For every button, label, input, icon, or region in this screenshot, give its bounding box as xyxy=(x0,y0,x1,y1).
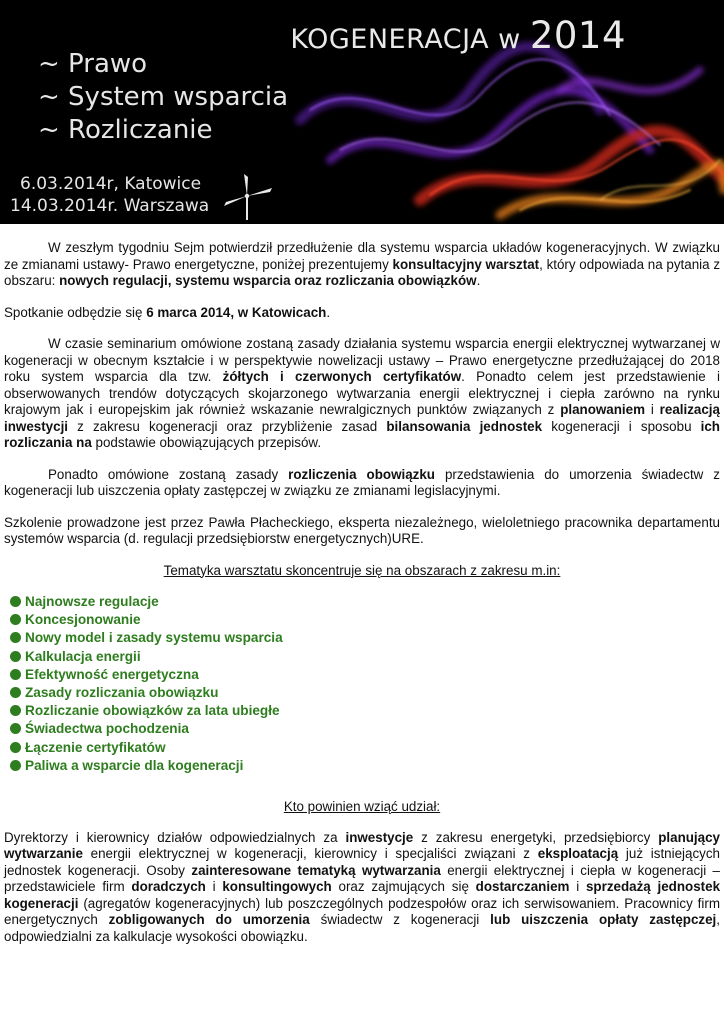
audience-bold: sprzedażą jednostek kogeneracji xyxy=(4,879,721,911)
banner-date-warszawa: 14.03.2014r. Warszawa xyxy=(10,196,210,216)
list-item-label: Najnowsze regulacje xyxy=(25,594,159,609)
audience-bold: lub uiszczenia opłaty zastępczej xyxy=(490,912,717,928)
bullet-icon xyxy=(10,760,21,771)
seminar-text: kogeneracji i sposobu xyxy=(542,418,701,434)
intro-bold: nowych regulacji, systemu wsparcia oraz rozliczania obowiązków xyxy=(59,273,477,288)
seminar-paragraph xyxy=(4,336,720,452)
list-item-label: Zasady rozliczania obowiązku xyxy=(25,685,219,701)
list-item-label: Kalkulacja energii xyxy=(25,648,141,664)
settlement-paragraph xyxy=(4,467,720,500)
trainer-paragraph: Szkolenie prowadzone jest przez Pawła Płacheckiego, eksperta niezależnego, wieloletniego pracownika departamentu systemów wsparcia (d. regulacji przedsiębiorstw energetycznych)URE. xyxy=(4,514,720,546)
list-item-label: Paliwa a wsparcie dla kogeneracji xyxy=(25,757,244,773)
audience-text: oraz zajmujących się xyxy=(331,879,476,895)
audience-text: już istniejących jednostek kogeneracji. Osoby xyxy=(4,846,720,878)
bullet-icon xyxy=(10,742,21,753)
list-item xyxy=(10,702,720,720)
intro-bold: konsultacyjny warsztat xyxy=(392,256,540,272)
list-item xyxy=(10,611,720,629)
audience-bold: inwestycje xyxy=(345,829,414,845)
bullet-icon xyxy=(10,614,21,625)
list-item xyxy=(10,684,720,702)
audience-text: energii elektrycznej w kogeneracji, kierownicy i specjaliści związani z xyxy=(82,846,538,862)
list-item xyxy=(10,593,720,611)
seminar-text: z zakresu kogeneracji oraz przybliżenie zasad xyxy=(68,418,387,434)
list-item-label: Świadectwa pochodzenia xyxy=(25,721,189,737)
audience-bold: dostarczaniem xyxy=(475,879,570,895)
bullet-icon xyxy=(10,723,21,734)
seminar-text: W czasie seminarium omówione zostaną zasady działania systemu wsparcia energii elektrycznej wytwarzanej w kogeneracji w obecnym kształcie i w perspektywie nowelizacji ustawy – Prawo energetyczne przedłużającej do 2018 roku system wsparcia dla tzw. xyxy=(4,336,720,384)
list-item-label: Koncesjonowanie xyxy=(25,612,141,628)
list-item-label: Rozliczanie obowiązków za lata ubiegłe xyxy=(25,703,280,719)
seminar-text: i xyxy=(645,402,660,417)
seminar-bold: planowaniem xyxy=(560,402,646,417)
settlement-text: przedstawienia do umorzenia świadectw z kogeneracji lub uiszczenia opłaty zastępczej w związku ze zmianami legislacyjnymi. xyxy=(4,466,720,498)
seminar-bold: bilansowania jednostek xyxy=(386,418,543,434)
banner-dates xyxy=(10,173,209,217)
list-item xyxy=(10,757,720,775)
list-item xyxy=(10,648,720,666)
list-item xyxy=(10,720,720,738)
intro-text: W zeszłym tygodniu Sejm potwierdził przedłużenie dla systemu wsparcia układów kogeneracyjnych. W związku ze zmianami ustawy- Prawo energetyczne, poniżej prezentujemy xyxy=(4,240,720,272)
audience-heading: Kto powinien wziąć udział: xyxy=(283,799,441,815)
bullet-icon xyxy=(10,632,21,643)
banner-date-katowice: 6.03.2014r, Katowice xyxy=(20,174,202,194)
audience-text: , odpowiedzialni za kalkulacje wysokości obowiązku. xyxy=(4,912,721,944)
bullet-icon xyxy=(10,596,21,607)
audience-bold: eksploatacją xyxy=(537,846,619,862)
intro-text: , który odpowiada na pytania z obszaru: xyxy=(4,256,721,288)
audience-text: energii elektrycznej i ciepła w kogeneracji – przedstawiciele firm xyxy=(4,862,720,895)
list-item xyxy=(10,666,720,684)
banner-topics xyxy=(38,48,288,147)
settlement-text: Ponadto omówione zostaną zasady xyxy=(48,466,289,482)
seminar-text: . Ponadto celem jest przedstawienie i obserwowanych trendów dotyczących skojarzonego wytwarzania energii elektrycznej i ciepła zarówno na rynku krajowym jak i europejskim jak również wskazanie newralgicznych punktów związanych z xyxy=(4,369,720,417)
audience-text: i xyxy=(569,879,586,895)
meeting-date: 6 marca 2014, w Katowicach xyxy=(146,304,327,320)
banner-topic: ~ Rozliczanie xyxy=(38,115,213,145)
meeting-text: . xyxy=(326,304,331,320)
audience-bold: zainteresowane tematyką wytwarzania xyxy=(191,862,441,878)
list-item xyxy=(10,739,720,757)
wind-turbine-icon xyxy=(220,174,274,220)
banner-topic: ~ Prawo xyxy=(38,49,148,79)
bullet-icon xyxy=(10,687,21,698)
audience-bold: planujący wytwarzanie xyxy=(4,829,720,862)
audience-text: z zakresu energetyki, przedsiębiorcy xyxy=(413,829,659,845)
seminar-text: podstawie obowiązujących przepisów. xyxy=(91,435,322,450)
topics-heading: Tematyka warsztatu skoncentruje się na obszarach z zakresu m.in: xyxy=(163,562,561,578)
topics-list xyxy=(4,593,720,775)
bullet-icon xyxy=(10,705,21,716)
intro-text: . xyxy=(476,273,481,288)
intro-paragraph xyxy=(4,240,720,290)
audience-paragraph xyxy=(4,830,720,946)
document-body xyxy=(4,240,720,960)
seminar-bold: ich rozliczania na xyxy=(4,418,720,450)
bullet-icon xyxy=(10,669,21,680)
bullet-icon xyxy=(10,651,21,662)
settlement-bold: rozliczenia obowiązku xyxy=(288,466,435,482)
seminar-bold: żółtych i czerwonych certyfikatów xyxy=(222,369,462,384)
event-banner xyxy=(0,0,724,224)
audience-text: Dyrektorzy i kierownicy działów odpowiedzialnych za xyxy=(4,829,346,845)
banner-title-main: KOGENERACJA w xyxy=(290,24,530,55)
list-item-label: Nowy model i zasady systemu wsparcia xyxy=(25,630,283,646)
banner-title-year: 2014 xyxy=(529,14,626,57)
banner-title xyxy=(290,14,626,57)
audience-bold: zobligowanych do umorzenia xyxy=(108,912,310,928)
audience-text: (agregatów kogeneracyjnych) lub poszczególnych podzespołów oraz ich serwisowaniem. Pracownicy firm energetycznych xyxy=(4,895,720,928)
meeting-text: Spotkanie odbędzie się xyxy=(4,304,147,320)
banner-topic: ~ System wsparcia xyxy=(38,82,289,112)
audience-text: świadectw z kogeneracji xyxy=(309,912,491,928)
list-item xyxy=(10,629,720,647)
meeting-paragraph xyxy=(4,305,720,322)
audience-bold: doradczych xyxy=(131,879,206,895)
audience-text: i xyxy=(205,879,223,895)
audience-bold: konsultingowych xyxy=(222,879,332,895)
list-item-label: Efektywność energetyczna xyxy=(25,666,199,682)
list-item-label: Łączenie certyfikatów xyxy=(25,739,166,755)
seminar-bold: realizacją inwestycji xyxy=(4,402,720,434)
